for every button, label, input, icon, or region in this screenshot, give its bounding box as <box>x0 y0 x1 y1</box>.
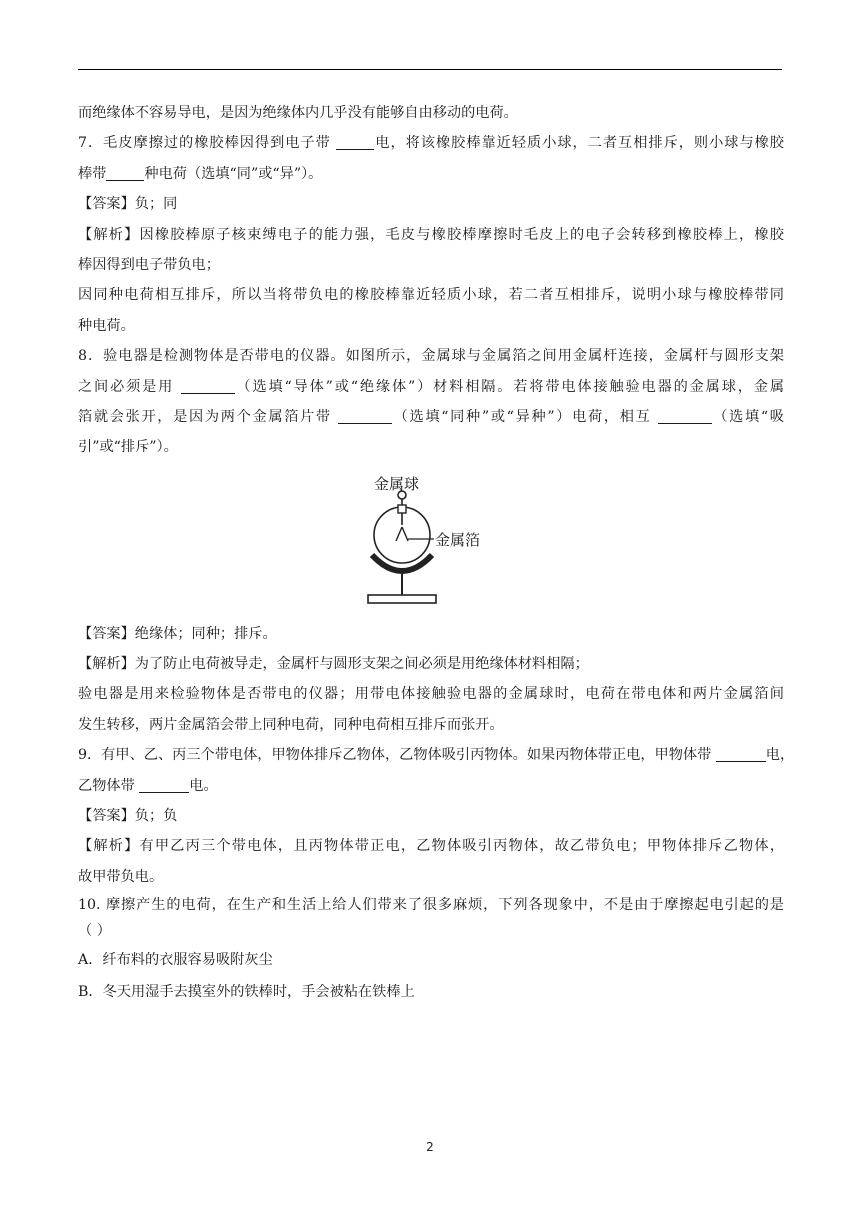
text: 9．有甲、乙、丙三个带电体，甲物体排斥乙物体，乙物体吸引丙物体。如果丙物体带正电，甲物体带 <box>78 747 716 764</box>
explanation-9-line-2: 故甲带负电。 <box>78 868 164 885</box>
question-8-line-1: 8．验电器是检测物体是否带电的仪器。如图所示，金属球与金属箔之间用金属杆连接，金属杆与圆形支架 <box>78 348 784 365</box>
question-7-line-2 <box>78 159 784 189</box>
electroscope-diagram <box>348 471 508 615</box>
question-8-line-4: 引”或“排斥”）。 <box>78 439 178 456</box>
question-8-line-3 <box>78 402 784 432</box>
explanation-8-line-3: 发生转移，两片金属箔会带上同种电荷，同种电荷相互排斥而张开。 <box>78 716 504 733</box>
text: （选填“吸 <box>711 408 784 425</box>
electroscope-figure <box>78 469 784 615</box>
text: 乙物体带 <box>78 777 140 794</box>
text: 之间必须是用 <box>78 378 181 395</box>
question-7-line-1 <box>78 128 784 158</box>
explanation-7-line-3: 因同种电荷相互排斥，所以当将带负电的橡胶棒靠近轻质小球，若二者互相排斥，说明小球与橡胶棒带同 <box>78 287 784 304</box>
text: （选填“同种”或“异种”）电荷，相互 <box>391 408 658 425</box>
question-8-line-2 <box>78 372 784 402</box>
question-9-line-1 <box>78 740 795 770</box>
option-a: A．纤布料的衣服容易吸附灰尘 <box>78 952 273 969</box>
text: 棒带 <box>78 165 107 182</box>
explanation-8-line-1: 【解析】为了防止电荷被导走，金属杆与圆形支架之间必须是用绝缘体材料相隔； <box>78 656 589 673</box>
page-number: 2 <box>426 1140 434 1154</box>
text: 电。 <box>189 777 218 794</box>
question-10-line-1: 10. 摩擦产生的电荷，在生产和生活上给人们带来了很多麻烦，下列各现象中，不是由于摩擦起电引起的是 <box>78 897 784 914</box>
answer-8: 【答案】绝缘体；同种；排斥。 <box>78 625 277 642</box>
answer-blank <box>716 743 766 762</box>
text-line: 而绝缘体不容易导电，是因为绝缘体内几乎没有能够自由移动的电荷。 <box>78 105 518 121</box>
text: 电，将该橡胶棒靠近轻质小球，二者互相排斥，则小球与橡胶 <box>374 135 784 152</box>
explanation-7-line-2: 棒因得到电子带负电； <box>78 256 220 273</box>
explanation-7-line-1: 【解析】因橡胶棒原子核束缚电子的能力强，毛皮与橡胶棒摩擦时毛皮上的电子会转移到橡胶棒上，橡胶 <box>78 226 784 243</box>
text: 箔就会张开，是因为两个金属箔片带 <box>78 408 338 425</box>
text: （选填“导体”或“绝缘体”）材料相隔。若将带电体接触验电器的金属球，金属 <box>234 378 785 395</box>
question-10-line-2: （ ） <box>78 923 111 940</box>
header-rule <box>78 69 782 70</box>
text: 7．毛皮摩擦过的橡胶棒因得到电子带 <box>78 135 337 152</box>
explanation-8-line-2: 验电器是用来检验物体是否带电的仪器；用带电体接触验电器的金属球时，电荷在带电体和两片金属箔间 <box>78 686 784 703</box>
document-body <box>78 98 795 1008</box>
explanation-9-line-1: 【解析】有甲乙丙三个带电体，且丙物体带正电，乙物体吸引丙物体，故乙带负电；甲物体排斥乙物体， <box>78 838 784 855</box>
text: 电， <box>765 747 795 764</box>
explanation-7-line-4: 种电荷。 <box>78 317 135 334</box>
answer-7: 【答案】负；同 <box>78 196 178 213</box>
answer-blank <box>181 375 235 394</box>
answer-blank <box>658 405 712 424</box>
answer-9: 【答案】负；负 <box>78 808 178 825</box>
label-metal-ball: 金属球 <box>374 474 420 493</box>
question-9-line-2 <box>78 771 784 801</box>
text: 种电荷（选填“同”或“异”）。 <box>144 165 323 182</box>
answer-blank <box>338 405 392 424</box>
answer-blank <box>106 162 144 181</box>
answer-blank <box>139 774 189 793</box>
option-b: B．冬天用湿手去摸室外的铁棒时，手会被粘在铁棒上 <box>78 984 415 1001</box>
label-metal-foil: 金属箔 <box>435 530 481 549</box>
answer-blank <box>336 131 374 150</box>
